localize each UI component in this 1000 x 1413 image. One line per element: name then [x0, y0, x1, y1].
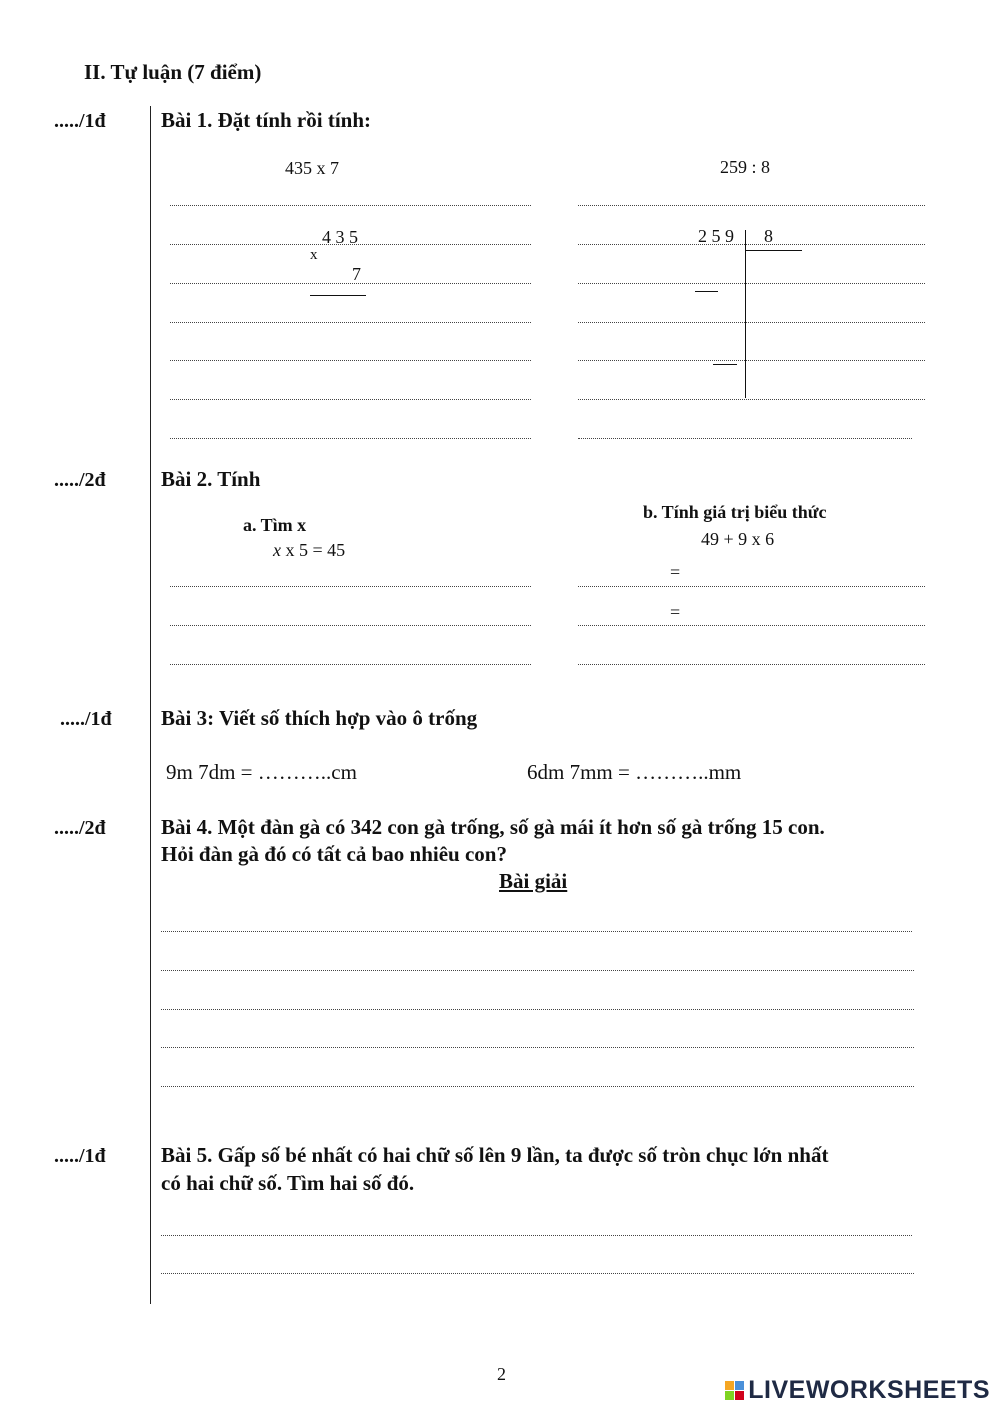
div-divisor: 8: [764, 226, 773, 246]
answer-line[interactable]: [578, 399, 925, 400]
answer-line[interactable]: [161, 1009, 914, 1010]
bai1-left-problem: 435 x 7: [285, 158, 339, 178]
bai3-right-item[interactable]: 6dm 7mm = ………..mm: [527, 760, 742, 784]
answer-line[interactable]: [161, 1235, 912, 1236]
div-divisor-line: [745, 250, 802, 251]
bai1-title: Bài 1. Đặt tính rồi tính:: [161, 108, 372, 132]
mult-result-line: [310, 295, 366, 296]
bai2-part-b-expression: 49 + 9 x 6: [701, 529, 775, 549]
answer-line[interactable]: [578, 438, 912, 439]
bai2-part-b-title: b. Tính giá trị biểu thức: [643, 502, 827, 522]
mult-top-number: 4 3 5: [322, 227, 358, 247]
answer-line[interactable]: [170, 438, 531, 439]
score-bai4: ...../2đ: [54, 817, 106, 839]
answer-line[interactable]: [161, 931, 912, 932]
logo-mark-icon: [725, 1381, 744, 1400]
answer-line[interactable]: [170, 322, 531, 323]
bai2-part-a-title: a. Tìm x: [243, 515, 307, 535]
answer-line[interactable]: [161, 1047, 914, 1048]
score-bai3: ...../1đ: [60, 708, 112, 730]
bai3-left-item[interactable]: 9m 7dm = ………..cm: [166, 760, 357, 784]
answer-line[interactable]: [578, 205, 925, 206]
answer-line[interactable]: [170, 664, 531, 665]
bai2-title: Bài 2. Tính: [161, 467, 261, 491]
logo-cell-1: [725, 1381, 734, 1390]
answer-line[interactable]: [161, 1086, 914, 1087]
answer-line[interactable]: [578, 322, 925, 323]
div-dividend: 2 5 9: [698, 226, 734, 246]
answer-line[interactable]: [578, 625, 925, 626]
score-bai1: ...../1đ: [54, 110, 106, 132]
mult-sign: x: [310, 247, 318, 263]
bai2-part-a-expression: x x 5 = 45: [273, 540, 346, 560]
bai2-equals-sign: =: [670, 562, 681, 582]
score-bai5: ...../1đ: [54, 1145, 106, 1167]
div-step-line: [695, 291, 718, 292]
answer-line[interactable]: [170, 360, 531, 361]
bai4-title-line1: Bài 4. Một đàn gà có 342 con gà trống, số gà mái ít hơn số gà trống 15 con.: [161, 815, 825, 839]
answer-line[interactable]: [170, 205, 531, 206]
logo-cell-2: [735, 1381, 744, 1390]
bai4-title-line2: Hỏi đàn gà đó có tất cả bao nhiêu con?: [161, 842, 507, 866]
bai5-title-line2: có hai chữ số. Tìm hai số đó.: [161, 1171, 415, 1195]
div-vertical-line: [745, 230, 746, 398]
logo-cell-3: [725, 1391, 734, 1400]
page-number: 2: [497, 1364, 506, 1384]
margin-divider: [150, 106, 151, 1304]
answer-line[interactable]: [578, 244, 925, 245]
answer-line[interactable]: [161, 1273, 914, 1274]
score-bai2: ...../2đ: [54, 469, 106, 491]
logo-cell-4: [735, 1391, 744, 1400]
mult-bottom-number: 7: [352, 264, 361, 284]
answer-line[interactable]: [578, 586, 925, 587]
section-title: II. Tự luận (7 điểm): [84, 60, 262, 84]
answer-line[interactable]: [578, 664, 925, 665]
answer-line[interactable]: [578, 283, 925, 284]
bai4-solution-label: Bài giải: [499, 869, 568, 893]
answer-line[interactable]: [170, 586, 531, 587]
div-step-line: [713, 364, 737, 365]
answer-line[interactable]: [170, 283, 531, 284]
answer-line[interactable]: [170, 625, 531, 626]
bai1-right-problem: 259 : 8: [720, 157, 771, 177]
logo-text: LIVEWORKSHEETS: [748, 1376, 990, 1404]
answer-line[interactable]: [161, 970, 914, 971]
bai3-title: Bài 3: Viết số thích hợp vào ô trống: [161, 706, 478, 730]
answer-line[interactable]: [170, 399, 531, 400]
bai5-title-line1: Bài 5. Gấp số bé nhất có hai chữ số lên 9 lần, ta được số tròn chục lớn nhất: [161, 1143, 829, 1167]
answer-line[interactable]: [578, 360, 925, 361]
bai2-equals-sign: =: [670, 602, 681, 622]
liveworksheets-logo: [725, 1376, 990, 1405]
